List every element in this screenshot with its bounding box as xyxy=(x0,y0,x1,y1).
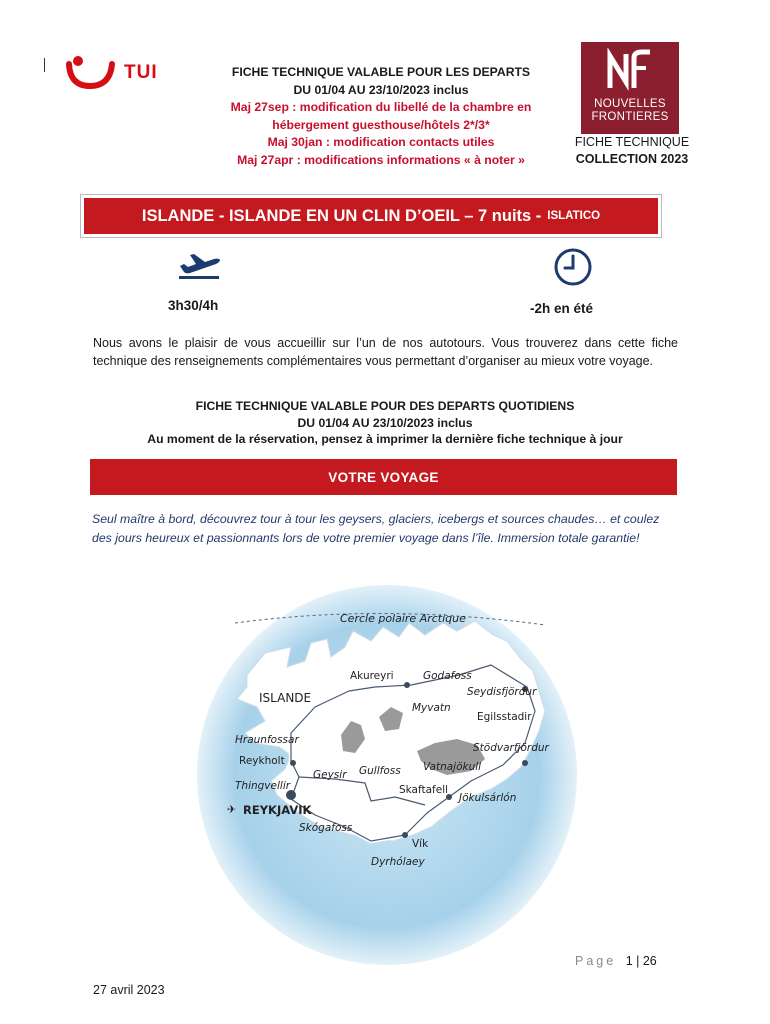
header-validity-title: FICHE TECHNIQUE VALABLE POUR LES DEPARTS xyxy=(231,65,531,79)
label-geysir: Geysir xyxy=(313,769,347,781)
label-arctic-circle: Cercle polaire Arctique xyxy=(340,612,466,625)
page-label: Page xyxy=(575,954,617,968)
plane-marker-icon: ✈ xyxy=(227,803,237,816)
label-skogafoss: Skógafoss xyxy=(299,822,353,834)
label-vik: Vík xyxy=(412,838,429,850)
trip-title: ISLANDE - ISLANDE EN UN CLIN D’OEIL – 7 nuits - xyxy=(141,206,542,225)
nf-wordmark-line1: NOUVELLES xyxy=(594,98,666,110)
page-separator: | xyxy=(636,954,643,968)
time-difference: -2h en été xyxy=(530,301,594,316)
nouvelles-frontieres-logo xyxy=(581,42,679,134)
header-update-1a: Maj 27sep : modification du libellé de la chambre en xyxy=(230,100,532,115)
document-date: 27 avril 2023 xyxy=(93,983,165,997)
label-jokulsarlon: Jökulsárlón xyxy=(459,792,517,804)
label-akureyri: Akureyri xyxy=(350,670,394,682)
label-hraunfossar: Hraunfossar xyxy=(235,734,299,746)
tui-smile-icon xyxy=(66,52,124,92)
label-godafoss: Godafoss xyxy=(423,670,472,682)
dot-vik xyxy=(402,832,408,838)
departures-block xyxy=(80,398,690,448)
intro-paragraph: Nous avons le plaisir de vous accueillir sur l’un de nos autotours. Vous trouverez dans cette fiche technique des renseignements complémentaires vous permettant d’organiser au mieux votre voyage. xyxy=(93,336,678,368)
departures-reminder: Au moment de la réservation, pensez à imprimer la dernière fiche technique à jour xyxy=(147,432,623,446)
label-egilsstadir: Egilsstadir xyxy=(477,711,532,723)
section-heading-votre-voyage: VOTRE VOYAGE xyxy=(90,459,677,495)
flight-duration: 3h30/4h xyxy=(168,298,219,313)
label-gullfoss: Gullfoss xyxy=(359,765,401,777)
header-update-3: Maj 27apr : modifications informations « à noter » xyxy=(237,152,525,167)
title-banner xyxy=(80,194,662,238)
label-skaftafell: Skaftafell xyxy=(399,784,449,796)
page-number xyxy=(575,954,657,968)
tui-logo xyxy=(66,52,176,92)
iceland-route-map xyxy=(195,583,580,968)
header-block xyxy=(196,64,566,170)
label-vatnajokull: Vatnajökull xyxy=(423,761,482,773)
dot-stodvarfjordur xyxy=(522,760,528,766)
header-update-1b: hébergement guesthouse/hôtels 2*/3* xyxy=(272,117,490,132)
dot-reykholt xyxy=(290,760,296,766)
label-stodvarfjordur: Stödvarfjördur xyxy=(473,742,549,754)
collection-label xyxy=(572,134,692,168)
header-update-2: Maj 30jan : modification contacts utiles xyxy=(267,135,495,150)
clock-icon xyxy=(552,246,594,288)
label-dyrholaey: Dyrhólaey xyxy=(371,856,425,868)
label-myvatn: Myvatn xyxy=(412,702,451,714)
departures-dates: DU 01/04 AU 23/10/2023 inclus xyxy=(297,415,473,430)
tui-wordmark: TUI xyxy=(124,62,158,83)
page-total: 26 xyxy=(642,954,657,968)
nf-monogram-icon xyxy=(581,48,679,99)
label-country: ISLANDE xyxy=(259,691,312,705)
label-reykjavik: REYKJAVIK xyxy=(243,803,312,817)
label-thingvellir: Thingvellir xyxy=(235,780,291,792)
trip-tagline: Seul maître à bord, découvrez tour à tour les geysers, glaciers, icebergs et sources chaudes… et coulez des jours heureux et passionnants lors de votre premier voyage dans l’île. Immersion totale garantie! xyxy=(92,512,660,545)
dot-akureyri xyxy=(404,682,410,688)
plane-takeoff-icon xyxy=(176,249,224,281)
trip-code: ISLATICO xyxy=(547,210,601,222)
collection-year: COLLECTION 2023 xyxy=(575,152,689,166)
fiche-technique-label: FICHE TECHNIQUE xyxy=(574,135,690,149)
label-reykholt: Reykholt xyxy=(239,755,285,767)
label-seydisfjordur: Seydisfjördur xyxy=(467,686,537,698)
departures-title: FICHE TECHNIQUE VALABLE POUR DES DEPARTS QUOTIDIENS xyxy=(195,399,575,413)
margin-mark xyxy=(44,58,45,72)
header-validity-dates: DU 01/04 AU 23/10/2023 inclus xyxy=(293,82,469,97)
nf-wordmark-line2: FRONTIERES xyxy=(591,111,669,123)
page-current: 1 xyxy=(625,954,633,968)
